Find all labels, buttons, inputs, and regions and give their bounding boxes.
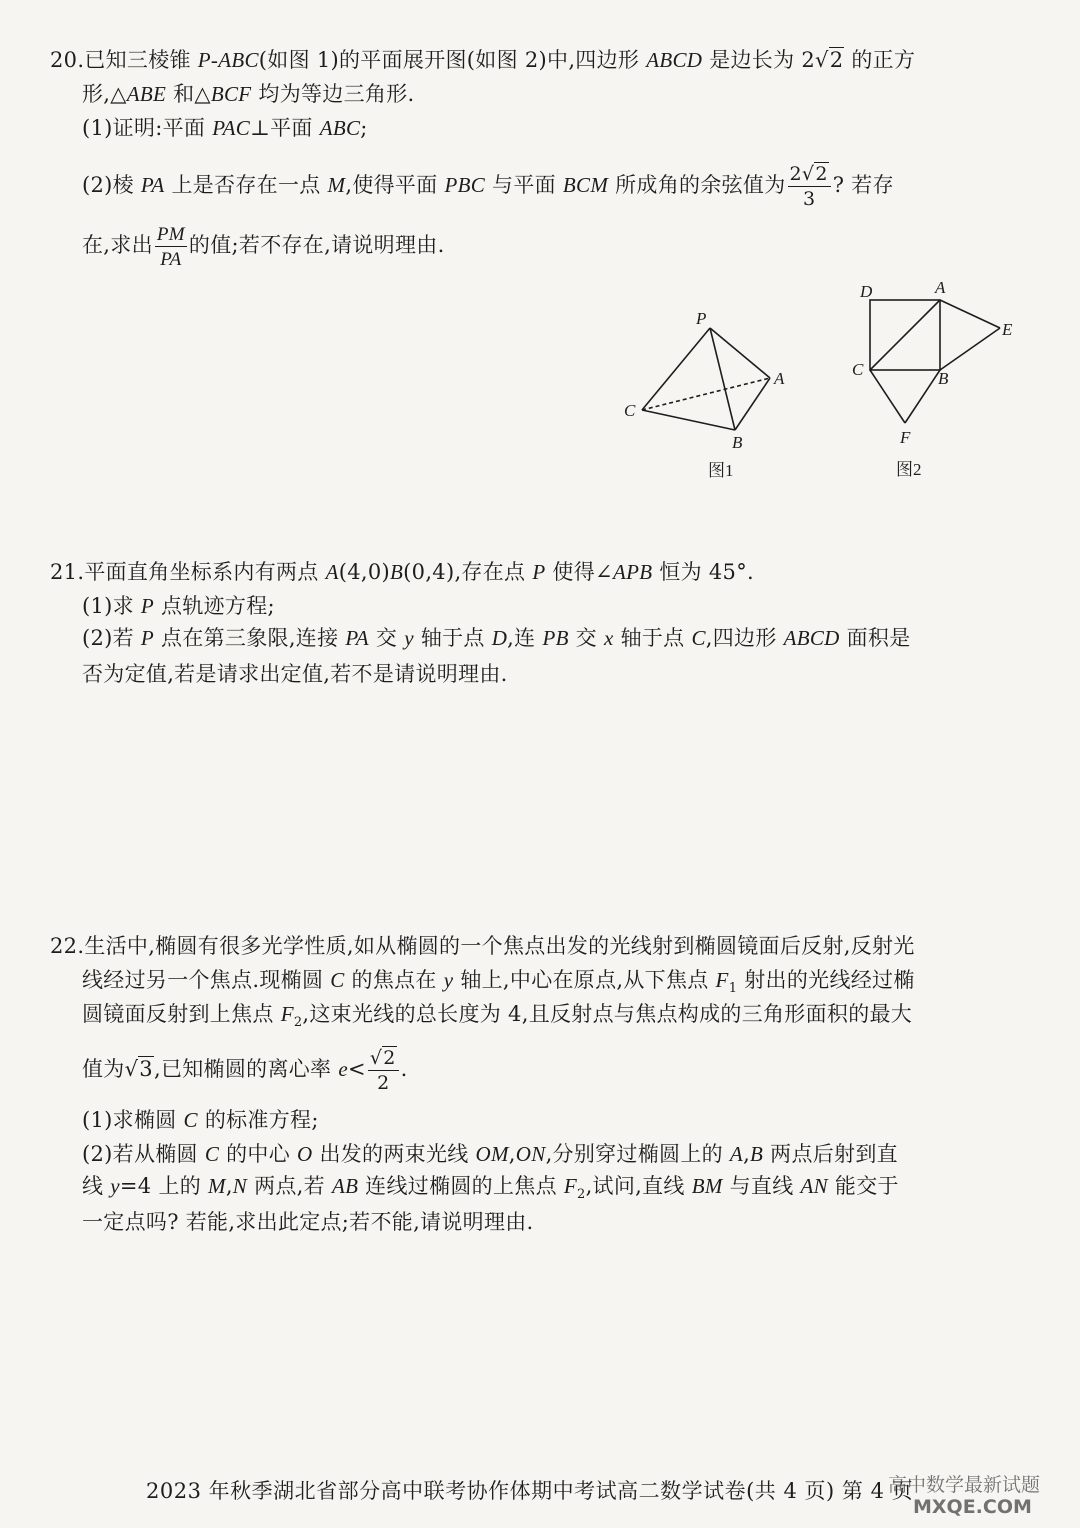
watermark-line1: 高中数学最新试题 xyxy=(888,1474,1041,1496)
figure-2-caption: 图2 xyxy=(896,460,922,479)
watermark-logo xyxy=(818,1438,1068,1522)
label-a2: A xyxy=(935,278,946,297)
label-c: C xyxy=(624,401,636,420)
label-a: A xyxy=(774,369,785,388)
label-b2: B xyxy=(938,369,949,388)
label-d: D xyxy=(860,282,873,301)
label-p: P xyxy=(696,309,707,328)
fraction-pm-pa: $\frac{PM}{PA}$ xyxy=(156,223,185,270)
q20-line1: 20.已知三棱锥 P-ABC(如图 1)的平面展开图(如图 2)中,四边形 ABCD 是边长为 2√2 的正方 xyxy=(50,48,916,72)
label-f: F xyxy=(900,428,911,447)
q22-line7: 线 y=4 上的 M,N 两点,若 AB 连线过椭圆的上焦点 $F_2$,试问,直线 BM 与直线 AN 能交于 xyxy=(82,1174,899,1203)
q21-line4: 否为定值,若是请求出定值,若不是请说明理由. xyxy=(82,662,508,686)
q22-line8: 一定点吗? 若能,求出此定点;若不能,请说明理由. xyxy=(82,1210,534,1234)
figure-2-net xyxy=(840,275,1030,485)
q21-line3: (2)若 P 点在第三象限,连接 PA 交 y 轴于点 D,连 PB 交 x 轴于点 C,四边形 ABCD 面积是 xyxy=(82,626,911,650)
figure-1-tetrahedron xyxy=(610,300,800,485)
label-b: B xyxy=(732,433,743,452)
q21-line2: (1)求 P 点轨迹方程; xyxy=(82,594,275,618)
q22-line1: 22.生活中,椭圆有很多光学性质,如从椭圆的一个焦点出发的光线射到椭圆镜面后反射,反射光 xyxy=(50,934,915,958)
q20-line3: (1)证明:平面 PAC⊥平面 ABC; xyxy=(82,116,368,140)
q20-line5: 在,求出 $\frac{PM}{PA}$ 的值;若不存在,请说明理由. xyxy=(82,223,445,270)
q22-line5: (1)求椭圆 C 的标准方程; xyxy=(82,1108,319,1132)
q20-line4: (2)棱 PA 上是否存在一点 M,使得平面 PBC 与平面 BCM 所成角的余弦值为 $\frac{2√2}{3}$ ? 若存 xyxy=(82,162,894,210)
sqrt-symbol: √2 xyxy=(815,48,844,72)
figure-1-caption: 图1 xyxy=(708,461,734,480)
q22-line4: 值为√3,已知椭圆的离心率 e< $\frac{√2}{2}$ . xyxy=(82,1046,408,1094)
fraction-eccentricity: $\frac{√2}{2}$ xyxy=(368,1049,399,1093)
q20-line2: 形,△ABE 和△BCF 均为等边三角形. xyxy=(82,82,415,106)
label-e: E xyxy=(1002,320,1013,339)
label-c2: C xyxy=(852,360,864,379)
page-footer: 2023 年秋季湖北省部分高中联考协作体期中考试高二数学试卷(共 4 页) 第 4 页 xyxy=(146,1479,914,1503)
q22-line6: (2)若从椭圆 C 的中心 O 出发的两束光线 OM,ON,分别穿过椭圆上的 A,B 两点后射到直 xyxy=(82,1142,898,1166)
q22-line2: 线经过另一个焦点.现椭圆 C 的焦点在 y 轴上,中心在原点,从下焦点 $F_1$ 射出的光线经过椭 xyxy=(82,968,915,997)
q21-line1: 21.平面直角坐标系内有两点 A(4,0)B(0,4),存在点 P 使得∠APB 恒为 45°. xyxy=(50,560,754,584)
watermark-line2: MXQE.COM xyxy=(913,1496,1032,1518)
q22-line3: 圆镜面反射到上焦点 $F_2$,这束光线的总长度为 4,且反射点与焦点构成的三角形面积的最大 xyxy=(82,1002,913,1031)
fraction-cosine: $\frac{2√2}{3}$ xyxy=(788,165,831,209)
